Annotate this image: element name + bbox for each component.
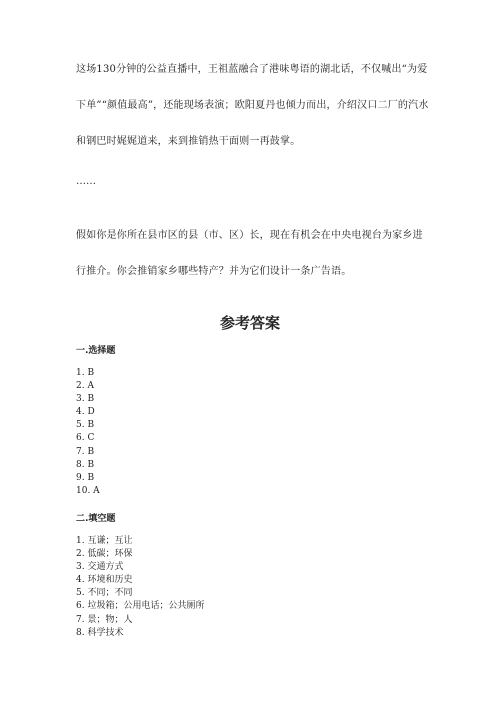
list-item: 8. 科学技术: [76, 627, 124, 638]
list-item: 4. D: [76, 407, 95, 418]
list-item: 5. 不同；不同: [76, 588, 133, 599]
fill-in-blank-heading: 二.填空题: [76, 514, 116, 524]
list-item: 2. 低碳；环保: [76, 549, 133, 560]
list-item: 8. B: [76, 459, 95, 470]
list-item: 6. 垃圾箱；公用电话；公共厕所: [76, 601, 205, 612]
list-item: 1. B: [76, 368, 95, 378]
ellipsis: ……: [76, 176, 96, 187]
question-paragraph-1: 这场130分钟的公益直播中，王祖蓝融合了港味粤语的湖北话，不仅喊出“为爱下单”“颜值最高”，还能现场表演；欧阳夏丹也倾力而出，介绍汉口二厂的汽水和钢巴时娓娓道来，来到推销热干面则一再鼓掌。: [76, 64, 429, 147]
answer-key-title: 参考答案: [219, 314, 280, 332]
list-item: 3. B: [76, 394, 95, 405]
multiple-choice-answers: [76, 367, 100, 498]
list-item: 7. 景；物；人: [76, 614, 133, 625]
list-item: 10. A: [76, 485, 100, 496]
list-item: 7. B: [76, 446, 95, 457]
list-item: 1. 互谦；互让: [76, 536, 133, 546]
list-item: 4. 环境和历史: [76, 575, 133, 586]
list-item: 5. B: [76, 420, 95, 431]
list-item: 9. B: [76, 472, 95, 483]
fill-in-blank-answers: [76, 535, 204, 640]
question-paragraph-2: 假如你是你所在县市区的县（市、区）长，现在有机会在中央电视台为家乡进行推介。你会推销家乡哪些特产？并为它们设计一条广告语。: [76, 230, 423, 277]
list-item: 3. 交通方式: [76, 562, 124, 573]
list-item: 2. A: [76, 381, 94, 392]
list-item: 6. C: [76, 433, 95, 444]
multiple-choice-heading: 一.选择题: [76, 346, 116, 356]
